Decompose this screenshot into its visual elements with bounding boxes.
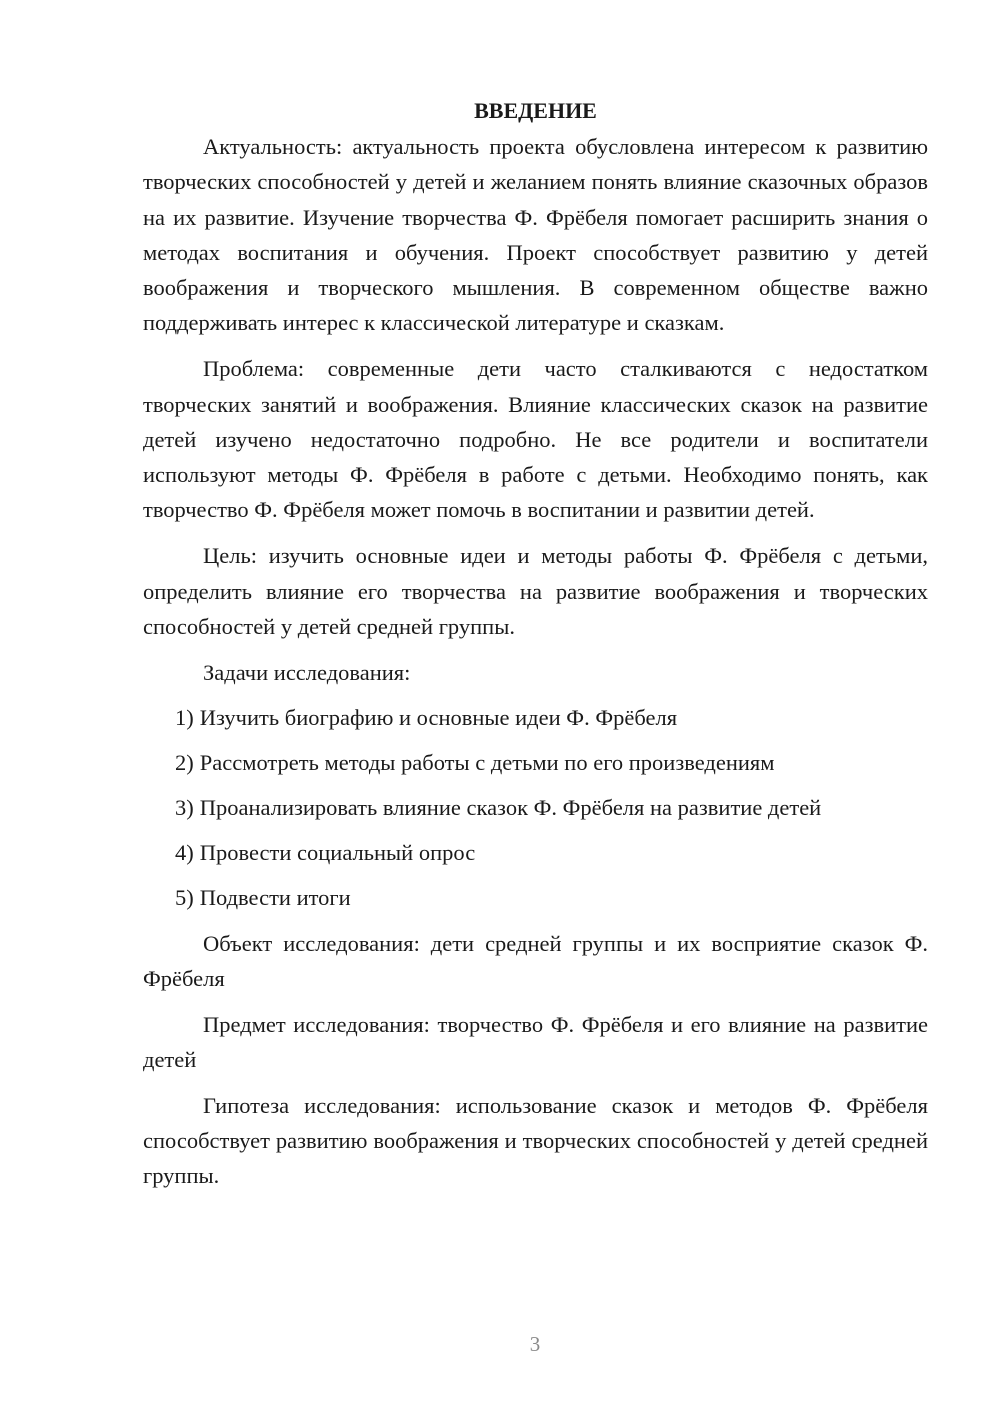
task-number: 5)	[175, 885, 194, 911]
list-item	[143, 700, 928, 735]
task-text: Провести социальный опрос	[199, 840, 476, 866]
relevance-paragraph: Актуальность: актуальность проекта обусловлена интересом к развитию творческих способностей у детей и желанием понять влияние сказочных образов на их развитие. Изучение творчества Ф. Фрёбеля помогает расширить знания о методах воспитания и обучения. Проект способствует развитию у детей воображения и творческого мышления. В современном обществе важно поддерживать интерес к классической литературе и сказкам.	[143, 134, 928, 336]
page-number: 3	[529, 1332, 541, 1356]
subject-paragraph: Предмет исследования: творчество Ф. Фрёбеля и его влияние на развитие детей	[143, 1011, 928, 1072]
hypothesis-paragraph: Гипотеза исследования: использование сказок и методов Ф. Фрёбеля способствует развитию воображения и творческих способностей у детей средней группы.	[143, 1092, 928, 1189]
list-item	[143, 745, 928, 780]
task-text: Рассмотреть методы работы с детьми по его произведениям	[199, 749, 775, 775]
problem-paragraph: Проблема: современные дети часто сталкиваются с недостатком творческих занятий и воображения. Влияние классических сказок на развитие детей изучено недостаточно подробно. Не все родители и воспитатели используют методы Ф. Фрёбеля в работе с детьми. Необходимо понять, как творчество Ф. Фрёбеля может помочь в воспитании и развитии детей.	[143, 356, 928, 523]
goal-paragraph: Цель: изучить основные идеи и методы работы Ф. Фрёбеля с детьми, определить влияние его творчества на развитие воображения и творческих способностей у детей средней группы.	[143, 543, 928, 639]
page-title: ВВЕДЕНИЕ	[474, 98, 597, 123]
task-number: 1)	[175, 704, 194, 730]
list-item	[143, 835, 928, 870]
document-page	[143, 93, 928, 1204]
task-number: 3)	[175, 795, 194, 821]
object-paragraph: Объект исследования: дети средней группы и их восприятие сказок Ф. Фрёбеля	[143, 930, 928, 991]
list-item	[143, 790, 928, 825]
list-item	[143, 880, 928, 915]
task-number: 4)	[175, 840, 194, 866]
task-text: Изучить биографию и основные идеи Ф. Фрёбеля	[199, 704, 678, 730]
task-list	[143, 700, 928, 916]
task-number: 2)	[175, 749, 194, 775]
tasks-heading: Задачи исследования:	[203, 659, 411, 685]
task-text: Проанализировать влияние сказок Ф. Фрёбеля на развитие детей	[199, 795, 822, 821]
task-text: Подвести итоги	[199, 885, 351, 911]
